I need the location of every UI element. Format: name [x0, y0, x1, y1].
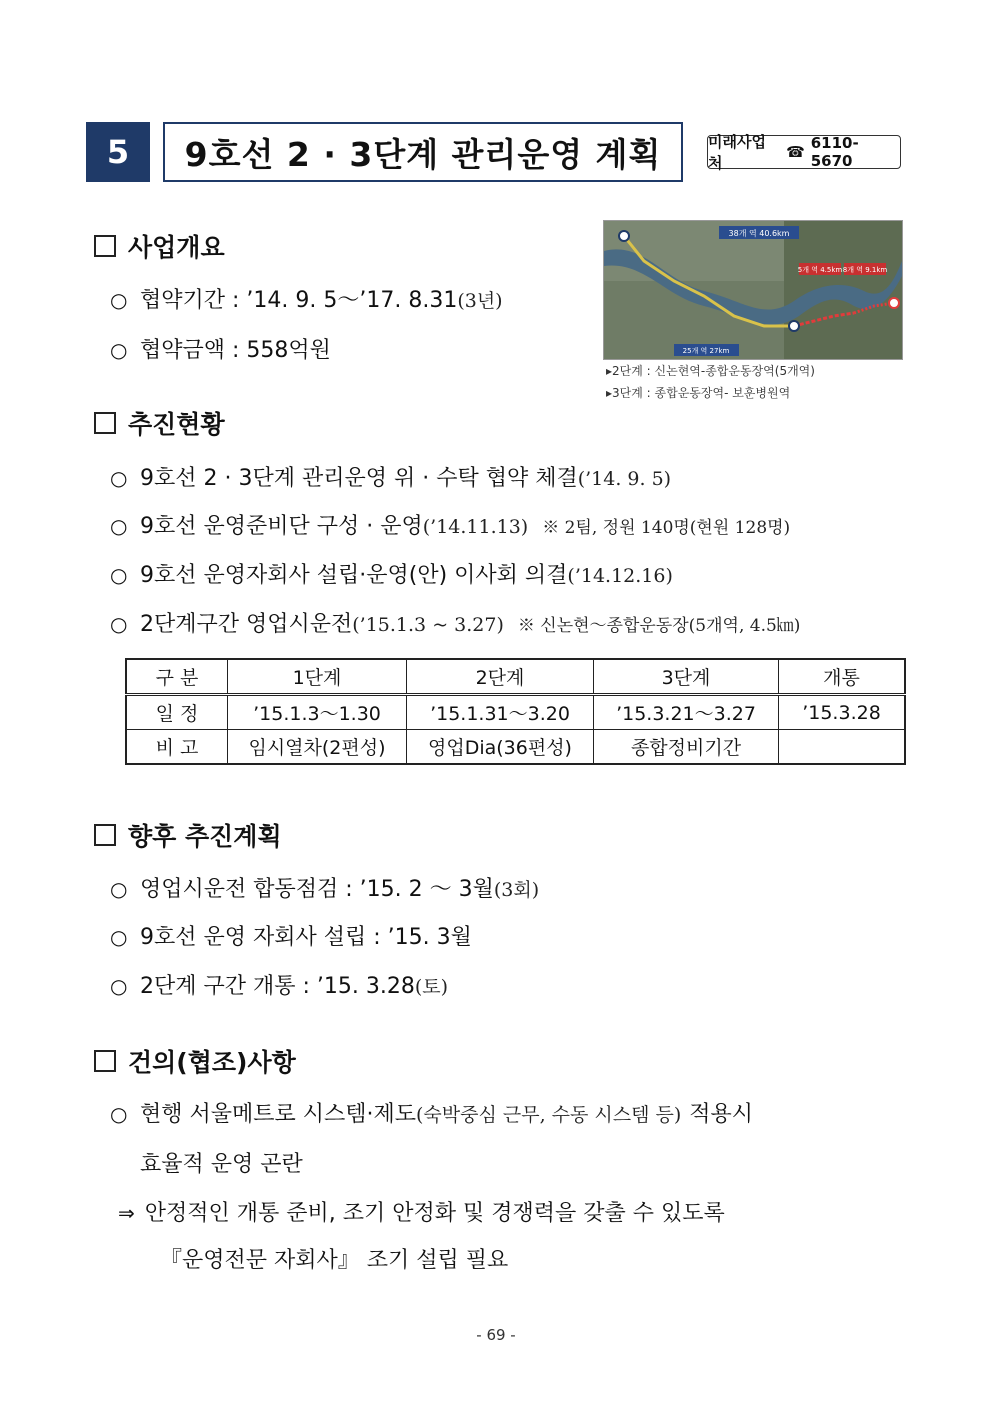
list-item: ○ 2단계구간 영업시운전 (’15.1.3 ~ 3.27) ※ 신논현～종합운동장(5개역, 4.5㎞): [110, 612, 801, 637]
circle-bullet-icon: ○: [110, 563, 128, 587]
route-map-svg: [604, 221, 902, 359]
table-cell: 임시열차(2편성): [228, 730, 407, 765]
table-cell: 비 고: [126, 730, 228, 765]
checkbox-icon: [94, 412, 116, 434]
section-heading-progress: [94, 405, 225, 441]
list-item: ○ 9호선 운영 자회사 설립 : ’15. 3월: [110, 925, 472, 950]
phone-number: 6110-5670: [810, 134, 859, 170]
circle-bullet-icon: ○: [110, 612, 128, 636]
map-label: 8개 역 9.1km: [842, 266, 888, 274]
list-item: ○ 협약기간 : ’14. 9. 5～’17. 8.31 (3년): [110, 288, 503, 313]
map-label: 25개 역 27km: [682, 347, 730, 355]
list-item: ○ 2단계 구간 개통 : ’15. 3.28 (토): [110, 974, 449, 999]
section-heading-request: [94, 1043, 296, 1079]
circle-bullet-icon: ○: [110, 877, 128, 901]
circle-bullet-icon: ○: [110, 466, 128, 490]
list-item: ○ 영업시운전 합동점검 : ’15. 2 ～ 3월 (3회): [110, 877, 540, 902]
checkbox-icon: [94, 235, 116, 257]
conclusion-line: 『운영전문 자회사』 조기 설립 필요: [160, 1248, 509, 1273]
list-item: ○ 9호선 운영자회사 설립·운영(안) 이사회 의결 (’14.12.16): [110, 563, 673, 588]
table-cell: ’15.3.28: [779, 695, 906, 730]
list-item: ○ 협약금액 : 558억원: [110, 338, 331, 363]
list-item: ○ 9호선 운영준비단 구성 · 운영 (’14.11.13) ※ 2팀, 정원 140명(현원 128명): [110, 514, 791, 539]
list-item: ○ 현행 서울메트로 시스템·제도 (숙박중심 근무, 수동 시스템 등) 적용시: [110, 1102, 754, 1127]
table-cell: ’15.3.21～3.27: [594, 695, 779, 730]
map-label: 38개 역 40.6km: [728, 229, 790, 238]
circle-bullet-icon: ○: [110, 338, 128, 362]
section-heading-plan: [94, 817, 282, 853]
department-contact: [707, 133, 901, 172]
section-heading-text: 추진현황: [128, 410, 225, 439]
table-cell: ’15.1.31～3.20: [407, 695, 594, 730]
circle-bullet-icon: ○: [110, 925, 128, 949]
map-label: 5개 역 4.5km: [797, 266, 843, 274]
table-cell: 종합정비기간: [594, 730, 779, 765]
list-item: ○ 9호선 2 · 3단계 관리운영 위 · 수탁 협약 체결 (’14. 9. 5): [110, 466, 672, 491]
phone-icon: ☎: [786, 143, 805, 161]
page-title: 9호선 2 · 3단계 관리운영 계획: [163, 122, 683, 182]
circle-bullet-icon: ○: [110, 974, 128, 998]
checkbox-icon: [94, 1050, 116, 1072]
table-header-cell: 2단계: [407, 659, 594, 695]
table-header-cell: 개통: [779, 659, 906, 695]
table-cell: 일 정: [126, 695, 228, 730]
section-heading-overview: [94, 228, 225, 264]
circle-bullet-icon: ○: [110, 1102, 128, 1126]
map-caption: ▸2단계 : 신논현역-종합운동장역(5개역): [606, 364, 815, 378]
section-heading-text: 향후 추진계획: [128, 822, 282, 851]
conclusion-line: ⇒ 안정적인 개통 준비, 조기 안정화 및 경쟁력을 갖출 수 있도록: [118, 1201, 725, 1226]
table-row: [126, 695, 905, 730]
table-cell: 영업Dia(36편성): [407, 730, 594, 765]
circle-bullet-icon: ○: [110, 514, 128, 538]
table-cell: [779, 730, 906, 765]
table-header-cell: 1단계: [228, 659, 407, 695]
checkbox-icon: [94, 824, 116, 846]
table-cell: ’15.1.3～1.30: [228, 695, 407, 730]
circle-bullet-icon: ○: [110, 288, 128, 312]
route-map-image: [603, 220, 903, 360]
section-heading-text: 사업개요: [128, 233, 225, 262]
department-name: 미래사업처: [708, 133, 766, 172]
arrow-icon: ⇒: [118, 1201, 135, 1225]
schedule-table: [125, 658, 906, 765]
table-header-cell: 구 분: [126, 659, 228, 695]
table-header-row: [126, 659, 905, 695]
map-caption: ▸3단계 : 종합운동장역- 보훈병원역: [606, 386, 791, 400]
page-number: - 69 -: [476, 1326, 516, 1344]
section-number: 5: [86, 122, 150, 182]
section-heading-text: 건의(협조)사항: [128, 1048, 296, 1077]
list-item-continuation: 효율적 운영 곤란: [140, 1152, 303, 1177]
table-header-cell: 3단계: [594, 659, 779, 695]
table-row: [126, 730, 905, 765]
